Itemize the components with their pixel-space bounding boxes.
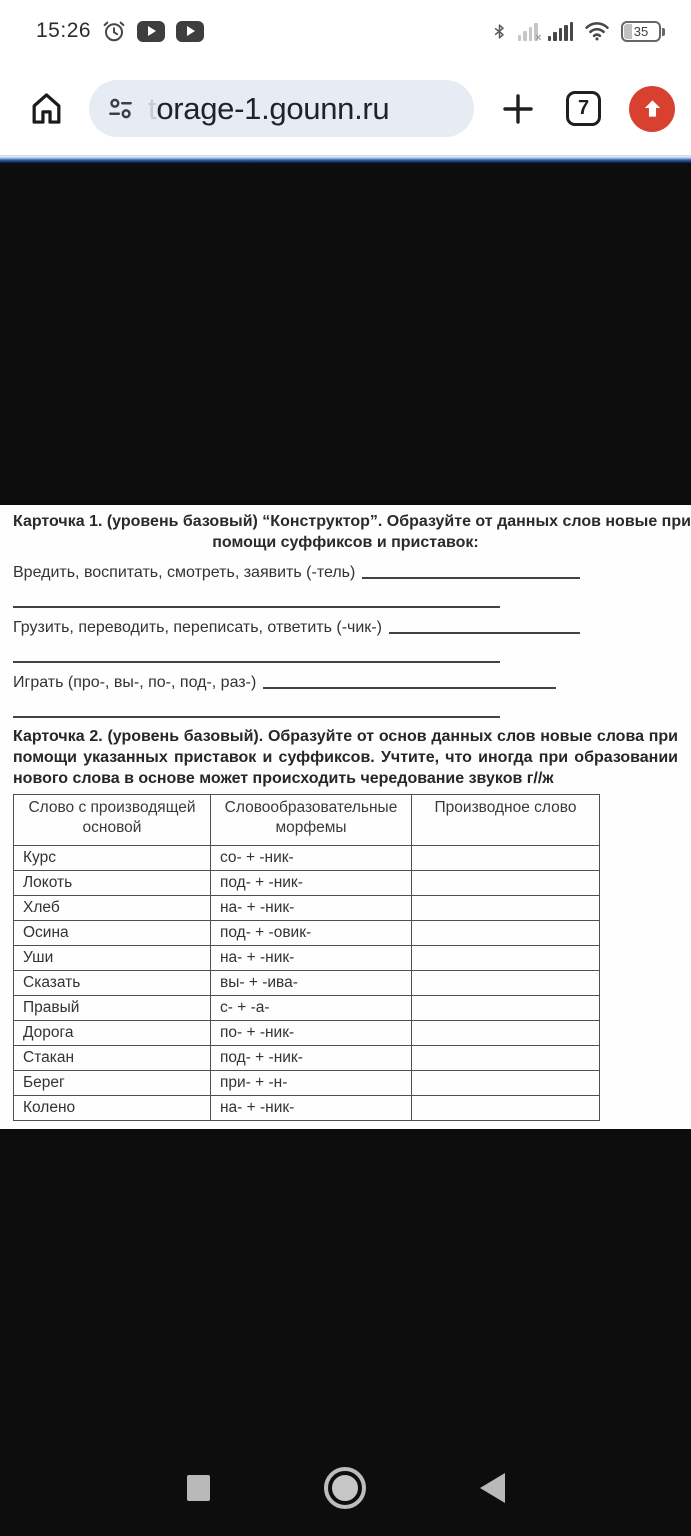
exercise-label: Грузить, переводить, переписать, ответить (-чик-): [13, 619, 382, 636]
recents-button[interactable]: [187, 1475, 210, 1501]
exercise-line: [13, 670, 556, 692]
card1-title-line1: Карточка 1. (уровень базовый) “Конструктор”. Образуйте от данных слов новые при: [13, 513, 691, 530]
exercise-line: [13, 615, 580, 637]
tab-count: 7: [577, 97, 590, 119]
bluetooth-icon: [491, 20, 508, 43]
table-row: Уши на- + -ник-: [14, 946, 600, 971]
column-header: Производное слово: [412, 795, 600, 846]
signal-sim2-icon: [548, 22, 574, 41]
table-row: Берег при- + -н-: [14, 1071, 600, 1096]
table-row: Хлеб на- + -ник-: [14, 896, 600, 921]
home-nav-button[interactable]: [328, 1471, 362, 1505]
card2-title: Карточка 2. (уровень базовый). Образуйте от основ данных слов новые слова при помощи указанных приставок и суффиксов. Учтите, что иногда при образовании нового слова в основе может происходить чередование звуков г//ж: [13, 728, 678, 787]
answer-line: [362, 577, 580, 579]
answer-line: [13, 692, 500, 718]
table-row: Стакан под- + -ник-: [14, 1046, 600, 1071]
youtube-icon: [137, 21, 165, 42]
answer-line: [13, 637, 500, 663]
worksheet-document: [0, 505, 691, 1129]
card1-title-line2: помощи суффиксов и приставок:: [212, 534, 479, 551]
morphemes-table: [13, 794, 600, 1121]
webpage-viewport: [0, 163, 691, 1536]
home-button[interactable]: [28, 90, 65, 127]
answer-line: [263, 687, 556, 689]
table-row: Правый с- + -а-: [14, 996, 600, 1021]
address-bar[interactable]: [89, 80, 474, 137]
clock-time: 15:26: [36, 19, 92, 42]
table-header-row: [14, 795, 600, 846]
site-settings-tune-icon[interactable]: [107, 95, 134, 122]
tab-switcher-button[interactable]: [566, 91, 601, 126]
table-row: Колено на- + -ник-: [14, 1096, 600, 1121]
arrow-up-icon: [641, 97, 664, 120]
signal-sim1-no-service-icon: ×: [518, 22, 538, 41]
exercise-line: [13, 560, 580, 582]
table-row: Дорога по- + -ник-: [14, 1021, 600, 1046]
answer-line: [389, 632, 580, 634]
battery-percent: 35: [633, 23, 649, 39]
exercise-label: Играть (про-, вы-, по-, под-, раз-): [13, 674, 257, 691]
column-header: Словообразовательные морфемы: [211, 795, 412, 846]
table-row: Локоть под- + -ник-: [14, 871, 600, 896]
new-tab-button[interactable]: [498, 89, 538, 129]
back-button[interactable]: [480, 1473, 505, 1503]
exercise-label: Вредить, воспитать, смотреть, заявить (-тель): [13, 564, 356, 581]
status-bar: [0, 0, 691, 62]
battery-icon: [621, 21, 661, 42]
youtube-icon: [176, 21, 204, 42]
table-row: Сказать вы- + -ива-: [14, 971, 600, 996]
browser-toolbar: [0, 62, 691, 155]
android-nav-bar: [0, 1440, 691, 1536]
table-row: Курс со- + -ник-: [14, 846, 600, 871]
url-text[interactable]: torage-1.gounn.ru: [148, 90, 390, 126]
page-top-stripe: [0, 155, 691, 163]
wifi-icon: [583, 20, 611, 42]
chrome-update-button[interactable]: [629, 86, 675, 132]
alarm-icon: [102, 19, 126, 43]
column-header: Слово с производящей основой: [14, 795, 211, 846]
answer-line: [13, 582, 500, 608]
table-row: Осина под- + -овик-: [14, 921, 600, 946]
